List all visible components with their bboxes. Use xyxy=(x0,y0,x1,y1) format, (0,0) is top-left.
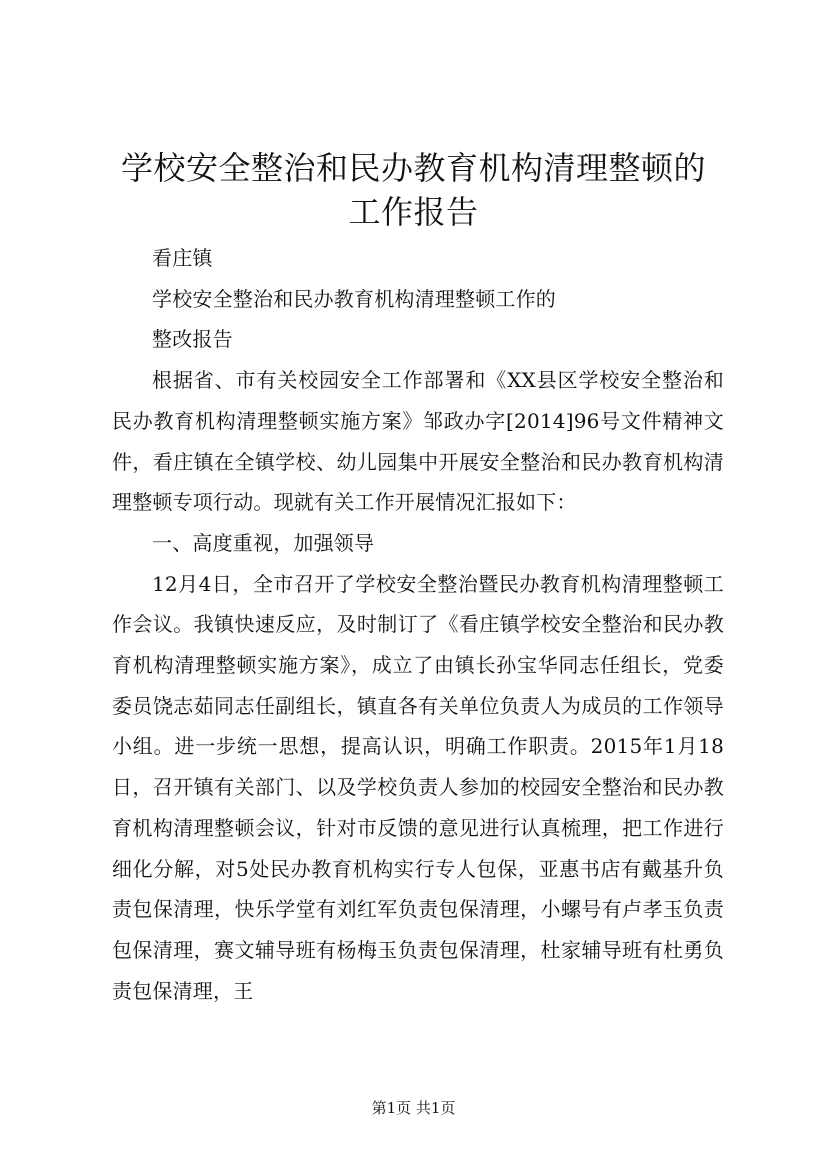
paragraph-section-body: 12月4日，全市召开了学校安全整治暨民办教育机构清理整顿工作会议。我镇快速反应，及时制订了《看庄镇学校安全整治和民办教育机构清理整顿实施方案》，成立了由镇长孙宝华同志任组长，党委委员饶志茹同志任副组长，镇直各有关单位负责人为成员的工作领导小组。进一步统一思想，提高认识，明确工作职责。2015年1月18日，召开镇有关部门、以及学校负责人参加的校园安全整治和民办教育机构清理整顿会议，针对市反馈的意见进行认真梳理，把工作进行细化分解，对5处民办教育机构实行专人包保，亚惠书店有戴基升负责包保清理，快乐学堂有刘红军负责包保清理，小螺号有卢孝玉负责包保清理，赛文辅导班有杨梅玉负责包保清理，杜家辅导班有杜勇负责包保清理，王 xyxy=(112,571,724,1003)
section-heading: 一、高度重视，加强领导 xyxy=(152,530,375,555)
page-number: 第1页 共1页 xyxy=(371,1099,456,1117)
paragraph-subtitle-line2: 整改报告 xyxy=(152,327,233,352)
document-body xyxy=(112,238,724,1011)
document-title: 学校安全整治和民办教育机构清理整顿的工作报告 xyxy=(120,149,706,231)
paragraph-subtitle-line1: 学校安全整治和民办教育机构清理整顿工作的 xyxy=(152,286,556,311)
paragraph-author: 看庄镇 xyxy=(152,246,213,270)
paragraph-intro: 根据省、市有关校园安全工作部署和《XX县区学校安全整治和民办教育机构清理整顿实施方案》邹政办字[2014]96号文件精神文件，看庄镇在全镇学校、幼儿园集中开展安全整治和民办教育机构清理整顿专项行动。现就有关工作开展情况汇报如下： xyxy=(112,368,724,515)
